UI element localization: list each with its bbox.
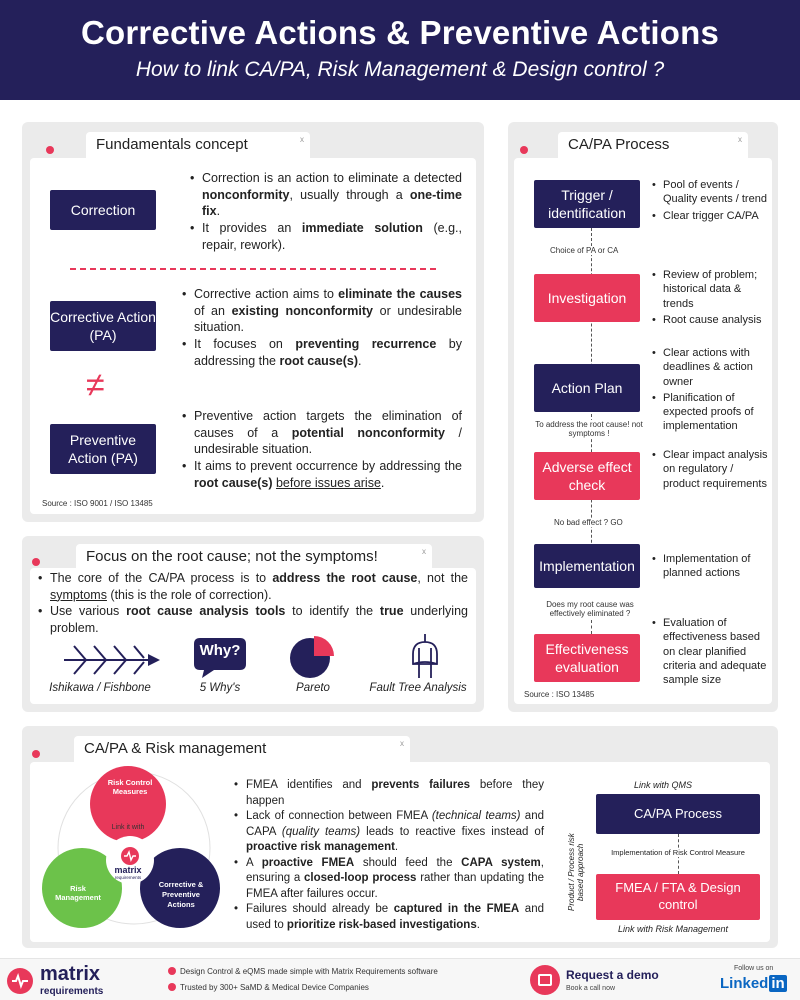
request-demo-sub: Book a call now — [566, 985, 616, 992]
step-notes — [652, 448, 770, 493]
bullet-item: • FMEA identifies and prevents failures before they happen — [234, 778, 544, 809]
connector-label: No bad effect ? GO — [554, 518, 623, 527]
note-item: • Clear actions with deadlines & action owner — [652, 346, 770, 389]
not-equal-sign: ≠ — [86, 366, 105, 404]
step-notes — [652, 178, 770, 225]
connector-label: Choice of PA or CA — [550, 246, 619, 255]
page-title: Corrective Actions & Preventive Actions — [80, 14, 720, 51]
footer-logo: matrix — [40, 963, 101, 985]
check-icon — [168, 983, 176, 991]
fmea-box: FMEA / FTA & Design control — [596, 874, 760, 920]
footer-item-2: Trusted by 300+ SaMD & Medical Device Companies — [168, 983, 369, 992]
process-source: Source : ISO 13485 — [524, 690, 595, 699]
risk-panel — [22, 726, 778, 948]
matrix-logo-icon — [6, 967, 34, 995]
note-item: • Implementation of planned actions — [652, 552, 770, 581]
bullet-item: • It provides an immediate solution (e.g., repair, rework). — [190, 220, 462, 253]
tool-caption-ishikawa: Ishikawa / Fishbone — [49, 682, 151, 694]
risk-card — [30, 762, 770, 942]
preventive-action-box: Preventive Action (PA) — [50, 424, 156, 474]
fundamentals-source: Source : ISO 9001 / ISO 13485 — [42, 499, 153, 508]
fault-tree-icon — [408, 634, 442, 680]
risk-bullets — [234, 778, 544, 933]
bullet-item: • The core of the CA/PA process is to address the root cause, not the symptoms (this is the role of correction). — [38, 570, 468, 603]
step-implementation: Implementation — [534, 544, 640, 588]
note-item: • Clear trigger CA/PA — [652, 209, 770, 223]
close-icon[interactable]: x — [400, 739, 404, 748]
venn-left-label: Risk Management — [55, 884, 101, 902]
note-item: • Review of problem; historical data & trends — [652, 268, 770, 311]
bullet-item: • Correction is an action to eliminate a detected nonconformity, usually through a one-time fix. — [190, 170, 462, 220]
link-qms: Link with QMS — [634, 780, 693, 790]
step-notes — [652, 616, 770, 689]
fundamentals-panel — [22, 122, 484, 522]
bullet-item: • A proactive FMEA should feed the CAPA system, ensuring a closed-loop process rather than updating the FMEA after failures occur. — [234, 856, 544, 903]
footer-item-1: Design Control & eQMS made simple with Matrix Requirements software — [168, 967, 438, 976]
link-risk: Link with Risk Management — [618, 924, 729, 934]
impl-risk-text: Implementation of Risk Control Measure — [602, 848, 754, 857]
root-cause-bullets — [38, 570, 468, 637]
step-notes — [652, 346, 770, 436]
pareto-pie-icon — [288, 636, 340, 680]
connector-label: To address the root cause! not symptoms ! — [535, 420, 643, 438]
close-icon[interactable]: x — [422, 547, 426, 556]
venn-top-label: Risk Control Measures — [107, 778, 153, 796]
tab-process[interactable]: CA/PA Process x — [558, 132, 748, 158]
tool-caption-5whys: 5 Why's — [199, 682, 241, 694]
preventive-bullets — [182, 408, 462, 491]
request-demo-link[interactable]: Request a demo — [566, 968, 659, 982]
page-header — [0, 0, 800, 100]
root-cause-card — [30, 568, 476, 704]
note-item: • Clear impact analysis on regulatory / product requirements — [652, 448, 770, 491]
corrective-bullets — [182, 286, 462, 369]
correction-bullets — [190, 170, 462, 253]
calendar-icon[interactable] — [530, 965, 560, 995]
tool-caption-fault-tree: Fault Tree Analysis — [369, 682, 467, 694]
process-connector-line — [591, 620, 592, 634]
close-icon[interactable]: x — [300, 135, 304, 144]
bullet-item: • Use various root cause analysis tools to identify the true underlying problem. — [38, 603, 468, 636]
fundamentals-card — [30, 158, 476, 514]
note-item: • Planification of expected proofs of implementation — [652, 391, 770, 434]
note-item: • Evaluation of effectiveness based on clear planified criteria and adequate sample size — [652, 616, 770, 687]
bullet-item: • Lack of connection between FMEA (technical teams) and CAPA (quality teams) leads to reactive fixes instead of proactive risk management. — [234, 809, 544, 856]
step-effectiveness: Effectiveness evaluation — [534, 634, 640, 682]
bullet-item: • Preventive action targets the elimination of causes of a potential nonconformity / undesirable situation. — [182, 408, 462, 458]
connector-label: Does my root cause was effectively eliminated ? — [546, 600, 634, 618]
tool-caption-pareto: Pareto — [296, 682, 330, 694]
note-item: • Root cause analysis — [652, 313, 770, 327]
step-action-plan: Action Plan — [534, 364, 640, 412]
footer — [0, 958, 800, 1000]
footer-logo-sub: requirements — [40, 986, 104, 997]
linkedin-icon[interactable]: Linked in — [720, 975, 785, 992]
page-subtitle: How to link CA/PA, Risk Management & Design control ? — [135, 58, 665, 81]
process-card — [514, 158, 772, 704]
capa-process-box: CA/PA Process — [596, 794, 760, 834]
why-text: Why? — [199, 642, 241, 659]
bullet-item: • Corrective action aims to eliminate the causes of an existing nonconformity or undesirable situation. — [182, 286, 462, 336]
step-investigation: Investigation — [534, 274, 640, 322]
tab-root-cause[interactable]: Focus on the root cause; not the symptoms! x — [76, 544, 432, 570]
corrective-action-box: Corrective Action (PA) — [50, 301, 156, 351]
check-icon — [168, 967, 176, 975]
bullet-item: • It aims to prevent occurrence by addressing the root cause(s) before issues arise. — [182, 458, 462, 491]
correction-box: Correction — [50, 190, 156, 230]
tab-risk[interactable]: CA/PA & Risk management x — [74, 736, 410, 762]
venn-logo-sub: requirements — [114, 875, 142, 880]
follow-text: Follow us on — [734, 965, 774, 972]
step-notes — [652, 552, 770, 583]
bullet-item: • Failures should already be captured in the FMEA and used to prioritize risk-based investigations. — [234, 902, 544, 933]
bullet-item: • It focuses on preventing recurrence by addressing the root cause(s). — [182, 336, 462, 369]
step-adverse-effect: Adverse effect check — [534, 452, 640, 500]
tab-fundamentals[interactable]: Fundamentals concept x — [86, 132, 310, 158]
vertical-label: Product / Process risk based approach — [567, 833, 585, 911]
step-notes — [652, 268, 770, 329]
root-cause-panel — [22, 536, 484, 712]
step-trigger: Trigger / identification — [534, 180, 640, 228]
close-icon[interactable]: x — [738, 135, 742, 144]
venn-right-label: Corrective & Preventive Actions — [158, 880, 204, 909]
venn-logo: matrix — [114, 865, 142, 875]
fishbone-icon — [60, 642, 164, 678]
venn-center-label: Link it with — [111, 824, 145, 831]
process-panel — [508, 122, 778, 712]
divider — [70, 268, 436, 270]
note-item: • Pool of events / Quality events / trend — [652, 178, 770, 207]
